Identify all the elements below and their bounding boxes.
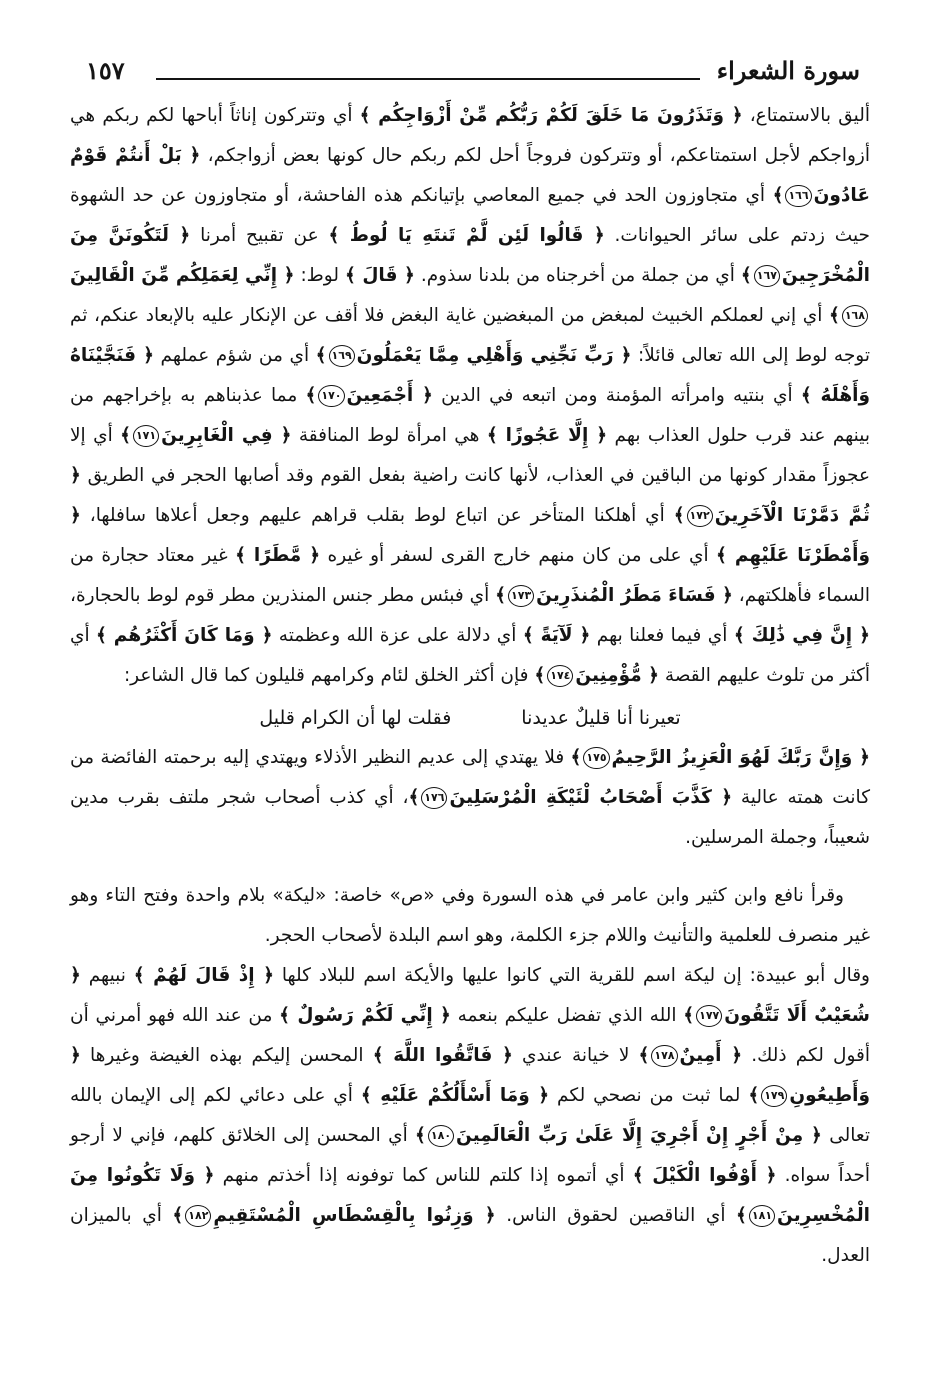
paragraph-2 (70, 738, 870, 858)
commentary-text: لما ثبت من نصحي لكم (549, 1085, 749, 1106)
verse-number-marker: ١٨١ (749, 1205, 775, 1227)
verse-number-marker: ١٨٢ (185, 1205, 211, 1227)
header-rule (156, 78, 700, 80)
verse-number-marker: ١٧٧ (696, 1005, 722, 1027)
paragraph-gap (70, 858, 870, 876)
quran-quote: ﴿ وَزِنُوا بِالْقِسْطَاسِ الْمُسْتَقِيمِ (213, 1205, 496, 1226)
quran-quote: ﴾ (772, 185, 784, 206)
quran-quote: ﴿ إِلَّا عَجُوزًا ﴾ (486, 425, 608, 446)
quran-quote: ﴿ فَسَاءَ مَطَرُ الْمُنذَرِينَ (536, 585, 733, 606)
quran-quote: ﴿ وَلَا تَكُونُوا مِنَ الْمُخْسِرِينَ (70, 1165, 870, 1226)
verse-number-marker: ١٧٨ (651, 1045, 677, 1067)
commentary-text: غير معتاد حجارة من السماء فأهلكتهم، (70, 545, 870, 606)
quran-quote: ﴾ (495, 585, 507, 606)
quran-quote: ﴾ (120, 425, 131, 446)
commentary-text: لا خيانة عندي (512, 1045, 639, 1066)
commentary-text: مما عذبناهم به بإخراجهم من بينهم عند قرب حلول العذاب بهم (70, 385, 870, 446)
verse-number-marker: ١٧٢ (687, 505, 713, 527)
commentary-text: لوط: (294, 265, 345, 286)
quran-quote: ﴿ وَمَا كَانَ أَكْثَرُهُم ﴾ (96, 625, 273, 646)
verse-number-marker: ١٦٩ (329, 345, 355, 367)
commentary-text: أليق بالاستمتاع، (742, 105, 870, 126)
quran-quote: ﴾ (415, 1125, 426, 1146)
quran-quote: ﴾ (315, 345, 327, 366)
quran-quote: ﴿ فِي الْغَابِرِينَ (161, 425, 292, 446)
quran-quote: ﴾ (740, 265, 752, 286)
commentary-text: أي فبئس مطر جنس المنذرين مطر قوم لوط بالحجارة، (70, 585, 496, 606)
quran-quote: ﴿ لَتَكُونَنَّ مِنَ الْمُخْرَجِينَ (70, 225, 870, 286)
quran-quote: ﴿ مُّؤْمِنِينَ (575, 665, 659, 686)
quran-quote: ﴿ مَّطَرًا ﴾ (235, 545, 321, 566)
verse-number-marker: ١٧١ (133, 425, 159, 447)
poem-second-hemistich: فقلت لها أن الكرام قليل (259, 707, 452, 729)
quran-quote: ﴿ وَإِنَّ رَبَّكَ لَهُوَ الْعَزِيزُ الرَّحِيمُ (611, 747, 870, 768)
quran-quote: ﴿ فَنَجَّيْنَاهُ وَأَهْلَهُ ﴾ (70, 345, 870, 406)
quran-quote: ﴿ قَالَ ﴾ (344, 265, 415, 286)
commentary-text: فإن أكثر الخلق لئام وكرامهم قليلون كما قال الشاعر: (123, 665, 535, 686)
verse-number-marker: ١٧٥ (583, 747, 609, 769)
quran-quote: ﴿ إِذْ قَالَ لَهُمْ ﴾ (133, 965, 274, 986)
quran-quote: ﴾ (570, 747, 582, 768)
quran-quote: ﴿ قَالُوا لَئِن لَّمْ تَنتَهِ يَا لُوطُ ﴾ (328, 225, 605, 246)
quran-quote: ﴿ إِنِّي لَكُمْ رَسُولٌ ﴾ (279, 1005, 451, 1026)
quran-quote: ﴿ فَاتَّقُوا اللَّهَ ﴾ (372, 1045, 513, 1066)
paragraph-4 (70, 956, 870, 1276)
commentary-text: الله الذي تفضل عليكم بنعمه (450, 1005, 684, 1026)
verse-number-marker: ١٧٩ (761, 1085, 787, 1107)
commentary-text: أي الناقصين لحقوق الناس. (495, 1205, 737, 1226)
quran-quote: ﴿ وَأَطِيعُونِ (70, 1045, 870, 1106)
verse-number-marker: ١٧٠ (318, 385, 344, 407)
quran-quote: ﴾ (829, 305, 840, 326)
commentary-text: أي أهلكنا المتأخر عن اتباع لوط بقلب قراهم عليهم وجعل أعلاها سافلها، (80, 505, 674, 526)
quran-quote: ﴾ (748, 1085, 760, 1106)
quran-quote: ﴾ (172, 1205, 184, 1226)
commentary-text: وقرأ نافع وابن كثير وابن عامر في هذه السورة وفي «ص» خاصة: «ليكة» بلام واحدة وفتح التاء وهو غير منصرف للعلمية والتأنيث واللام جزء الكلمة، وهو اسم البلدة لأصحاب الحجر. (70, 885, 870, 946)
commentary-text: أي على من كان منهم خارج القرى لسفر أو غيره (320, 545, 717, 566)
commentary-text: أي إلا عجوزاً مقدار كونها من الباقين في العذاب، لأنها كانت راضية بفعل القوم وقد أصابها الحجر في الطريق (70, 425, 870, 486)
paragraph-1 (70, 96, 870, 696)
commentary-text: فلا يهتدي إلى عديم النظير الأذلاء ويهتدي إليه برحمته الفائضة من كانت همته عالية (70, 747, 870, 808)
commentary-text: أي من جملة من أخرجناه من بلدنا سذوم. (414, 265, 741, 286)
quran-quote: ﴿ رَبِّ نَجِّنِي وَأَهْلِي مِمَّا يَعْمَلُونَ (356, 345, 632, 366)
quran-quote: ﴾ (534, 665, 546, 686)
quran-quote: ﴿ أَجْمَعِينَ (346, 385, 433, 406)
commentary-text: ، أي كذب أصحاب شجر ملتف بقرب مدين شعيباً، وجملة المرسلين. (70, 787, 870, 848)
verse-number-marker: ١٦٦ (785, 185, 811, 207)
commentary-text: عن تقبيح أمرنا (190, 225, 329, 246)
quran-quote: ﴿ أَمِينٌ (679, 1045, 743, 1066)
paragraph-3 (70, 876, 870, 956)
quran-quote: ﴾ (305, 385, 317, 406)
quran-quote: ﴿ لَآيَةً ﴾ (522, 625, 591, 646)
commentary-text: أي أتموه إذا كلتم للناس كما توفونه إذا أخذتم منهم (214, 1165, 633, 1186)
verse-number-marker: ١٧٤ (547, 665, 573, 687)
commentary-text: أي على دعائي لكم إلى الإيمان بالله تعالى (70, 1085, 870, 1146)
commentary-text: أي فيما فعلنا بهم (590, 625, 734, 646)
commentary-text: أي أكثر من تلوث عليهم القصة (70, 625, 870, 686)
commentary-text: من عند الله فهو أمرني أن أقول لكم ذلك. (70, 1005, 871, 1066)
commentary-text: أي وتتركون إناثاً أباحها لكم ربكم هي أزواجكم لأجل استمتاعكم، أو وتتركون فروجاً أحل لكم ربكم حال كونها بعض أزواجكم، (70, 105, 870, 166)
quran-quote: ﴿ إِنِّي لِعَمَلِكُم مِّنَ الْقَالِينَ (70, 265, 295, 286)
page-body (70, 96, 870, 1276)
quran-quote: ﴿ وَمَا أَسْأَلُكُمْ عَلَيْهِ ﴾ (360, 1085, 550, 1106)
quran-quote: ﴾ (638, 1045, 650, 1066)
quran-quote: ﴿ بَلْ أَنتُمْ قَوْمٌ عَادُونَ (70, 145, 870, 206)
quran-quote: ﴿ وَأَمْطَرْنَا عَلَيْهِم ﴾ (70, 505, 871, 566)
quran-quote: ﴾ (736, 1205, 747, 1226)
quran-quote: ﴿ شُعَيْبٌ أَلَا تَتَّقُونَ (70, 965, 870, 1026)
commentary-text: نبيهم (80, 965, 134, 986)
commentary-text: هي امرأة لوط المنافقة (291, 425, 487, 446)
commentary-text: أي بنتيه وامرأته المؤمنة ومن اتبعه في الدين (432, 385, 801, 406)
verse-number-marker: ١٦٨ (842, 305, 868, 327)
commentary-text: وقال أبو عبيدة: إن ليكة اسم للقرية التي كانوا عليها والأيكة اسم للبلاد كلها (273, 965, 870, 986)
poem-first-hemistich: تعيرنا أنا قليلٌ عديدنا (521, 707, 681, 729)
verse-number-marker: ١٨٠ (428, 1125, 454, 1147)
quran-quote: ﴾ (408, 787, 420, 808)
commentary-text: أي إني لعملكم الخبيث لمبغض من المبغضين غاية البغض فلا أقف عن الإنكار عليه بالإبعاد عنكم، ثم توجه لوط إلى الله تعالى قائلاً: (70, 305, 870, 366)
quran-quote: ﴿ ثُمَّ دَمَّرْنَا الْآخَرِينَ (70, 465, 870, 526)
quran-quote: ﴾ (683, 1005, 695, 1026)
poem-verse (70, 698, 870, 738)
commentary-text: أي متجاوزون الحد في جميع المعاصي بإتيانكم هذه الفاحشة، أو متجاوزون عن حد الشهوة حيث زدتم على سائر الحيوانات. (70, 185, 870, 246)
quran-quote: ﴾ (673, 505, 685, 526)
quran-quote: ﴿ مِنْ أَجْرٍ إِنْ أَجْرِيَ إِلَّا عَلَىٰ رَبِّ الْعَالَمِينَ (456, 1125, 822, 1146)
quran-quote: ﴿ كَذَّبَ أَصْحَابُ لْئَيْكَةِ الْمُرْسَلِينَ (449, 787, 733, 808)
quran-quote: ﴿ إِنَّ فِي ذَٰلِكَ ﴾ (733, 625, 870, 646)
commentary-text: أي بالميزان العدل. (70, 1205, 870, 1266)
commentary-text: المحسن إليكم بهذه الغيضة وغيرها (80, 1045, 373, 1066)
quran-quote: ﴿ وَتَذَرُونَ مَا خَلَقَ لَكُمْ رَبُّكُم مِّنْ أَزْوَاجِكُم ﴾ (359, 105, 743, 126)
verse-number-marker: ١٧٦ (421, 787, 447, 809)
verse-number-marker: ١٦٧ (754, 265, 780, 287)
commentary-text: أي من شؤم عملهم (153, 345, 316, 366)
surah-title: سورة الشعراء (716, 56, 860, 85)
page-header (86, 54, 860, 88)
verse-number-marker: ١٧٣ (508, 585, 534, 607)
commentary-text: أي المحسن إلى الخلائق كلهم، فإني لا أرجو أحداً سواه. (70, 1125, 870, 1186)
page-number: ١٥٧ (86, 56, 125, 85)
commentary-text: أي دلالة على عزة الله وعظمته (272, 625, 523, 646)
quran-quote: ﴿ أَوْفُوا الْكَيْلَ ﴾ (632, 1165, 777, 1186)
